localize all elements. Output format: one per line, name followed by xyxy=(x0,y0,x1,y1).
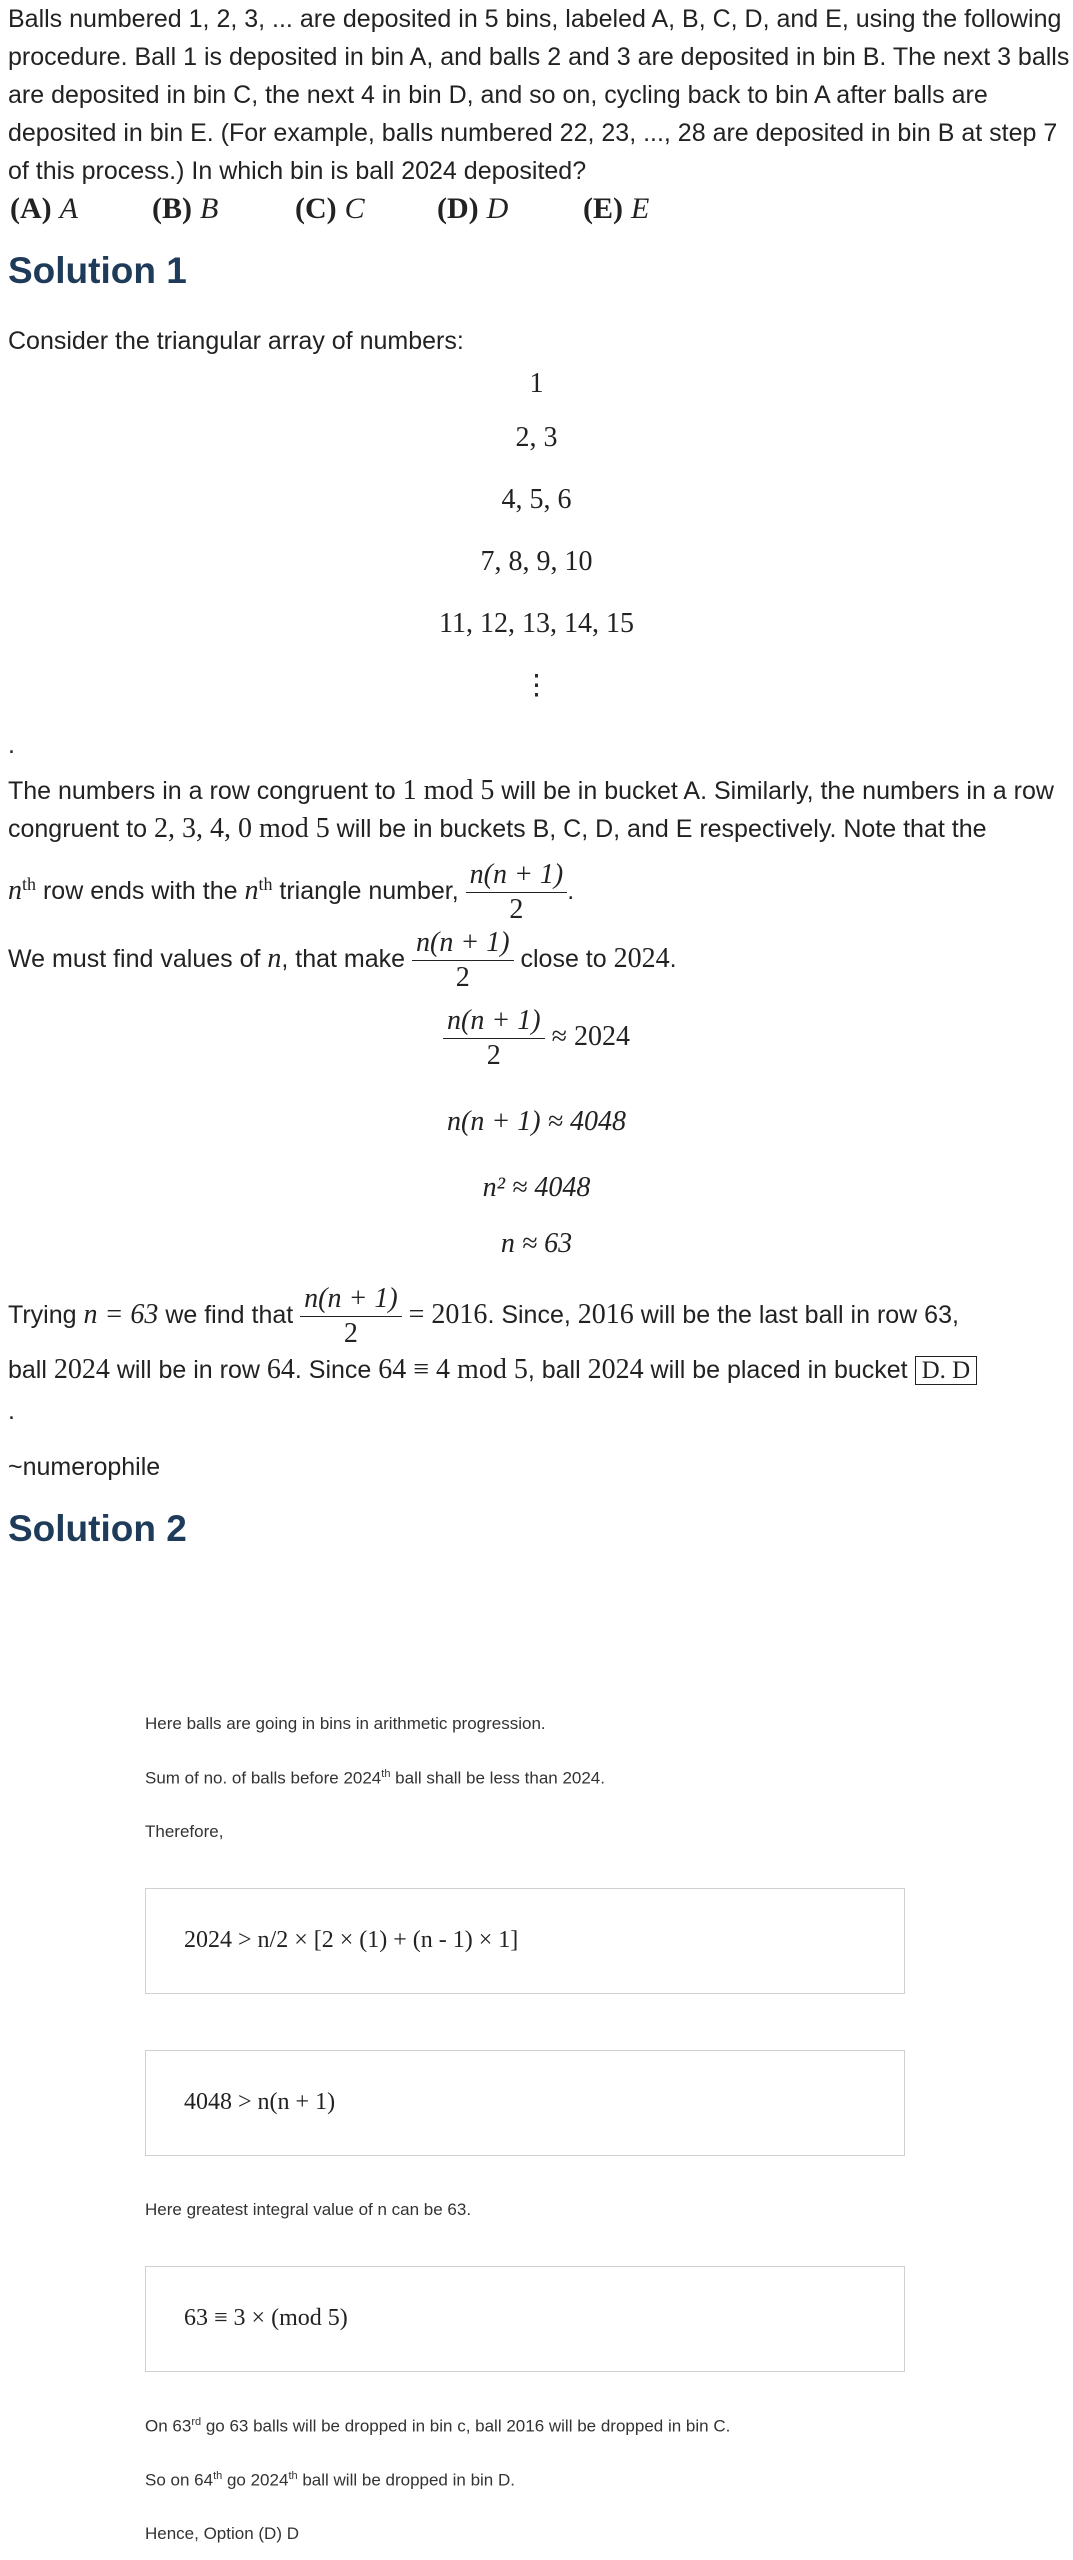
answer-box: D. D xyxy=(915,1356,978,1385)
choice-d: (D) D xyxy=(437,192,509,225)
solution-1-para-3: Trying n = 63 we find that $\frac{n(n + 1)}{2}$ = 2016. Since, 2016 will be the last ball in row 63, ball 2024 will be in row 64. Since 64 ≡ 4 mod 5, ball 2024 will be placed in bucket D. D xyxy=(8,1282,1070,1390)
solution-2-line-7: Hence, Option (D) D xyxy=(145,2524,299,2543)
equation-4: n ≈ 63 xyxy=(500,1228,573,1259)
solution-1-para-1: The numbers in a row congruent to 1 mod 5 will be in bucket A. Similarly, the numbers in a row congruent to 2, 3, 4, 0 mod 5 will be in buckets B, C, D, and E respectively. Note that the $n^{th}$ row ends with the $n^{th}$ triangle number, $\frac{n(n + 1)}{2}$ . xyxy=(8,775,1054,925)
equation-3: n² ≈ 4048 xyxy=(482,1172,591,1203)
math-box-3: 63 ≡ 3 × (mod 5) xyxy=(145,2266,905,2372)
triangle-row-2: 2, 3 xyxy=(515,422,558,453)
solution-1-intro: Consider the triangular array of numbers: xyxy=(8,327,464,355)
choice-e: (E) E xyxy=(583,192,650,225)
problem-text: Balls numbered 1, 2, 3, ... are deposited in 5 bins, labeled A, B, C, D, and E, using the following procedure. Ball 1 is deposited in bin A, and balls 2 and 3 are deposited in bin B. The next 3 balls are deposited in bin C, the next 4 in bin D, and so on, cycling back to bin A after balls are deposited in bin E. (For example, balls numbered 22, 23, ..., 28 are deposited in bin B at step 7 of this process.) In which bin is ball 2024 deposited? xyxy=(8,5,1070,185)
choice-b: (B) B xyxy=(152,192,219,225)
solution-1-para-2: We must find values of n, that make $\frac{n(n + 1)}{2}$ close to 2024. xyxy=(8,927,677,993)
solution-2-heading: Solution 2 xyxy=(8,1508,187,1549)
triangle-row-4: 7, 8, 9, 10 xyxy=(480,546,593,577)
solution-1-heading: Solution 1 xyxy=(8,250,187,291)
triangle-ellipsis: ⋮ xyxy=(522,670,551,701)
solution-2-line-4: Here greatest integral value of n can be 63. xyxy=(145,2200,472,2219)
period: . xyxy=(8,731,15,759)
triangle-row-3: 4, 5, 6 xyxy=(501,484,572,515)
choice-a: (A) A xyxy=(10,192,78,225)
choice-c: (C) C xyxy=(295,192,365,225)
triangle-row-1: 1 xyxy=(529,368,544,399)
math-box-2: 4048 > n(n + 1) xyxy=(145,2050,905,2156)
author: ~numerophile xyxy=(8,1453,161,1481)
period-2: . xyxy=(8,1397,15,1425)
triangle-row-5: 11, 12, 13, 14, 15 xyxy=(439,608,634,639)
solution-2-line-3: Therefore, xyxy=(145,1822,224,1841)
equation-2: n(n + 1) ≈ 4048 xyxy=(447,1106,626,1137)
solution-2-line-2: Sum of no. of balls before 2024th ball shall be less than 2024. xyxy=(145,1768,605,1788)
math-box-1: 2024 > n/2 × [2 × (1) + (n - 1) × 1] xyxy=(145,1888,905,1994)
equation-1: $\frac{n(n + 1)}{2}$ ≈ 2024 xyxy=(0,1004,1073,1073)
solution-2-line-5: On 63rd go 63 balls will be dropped in bin c, ball 2016 will be dropped in bin C. xyxy=(145,2416,731,2436)
solution-2-line-6: So on 64th go 2024th ball will be dropped in bin D. xyxy=(145,2470,515,2490)
solution-2-line-1: Here balls are going in bins in arithmetic progression. xyxy=(145,1714,546,1733)
